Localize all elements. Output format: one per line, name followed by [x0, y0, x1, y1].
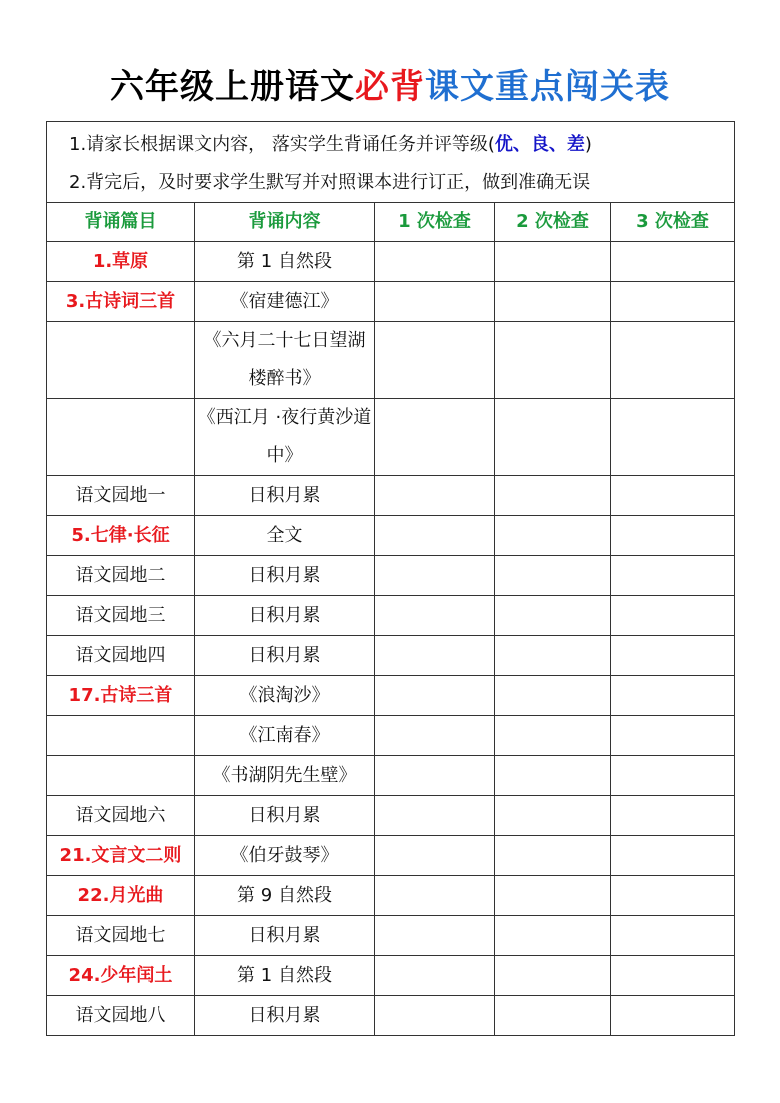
check-cell-3[interactable] [611, 676, 735, 716]
table-row [47, 636, 735, 676]
table-row [47, 916, 735, 956]
check-cell-1[interactable] [375, 282, 495, 322]
cell-content: 《江南春》 [195, 716, 375, 756]
check-cell-2[interactable] [495, 282, 611, 322]
check-cell-3[interactable] [611, 282, 735, 322]
check-cell-2[interactable] [495, 916, 611, 956]
check-cell-1[interactable] [375, 956, 495, 996]
cell-title [47, 322, 195, 399]
check-cell-3[interactable] [611, 916, 735, 956]
check-cell-1[interactable] [375, 836, 495, 876]
table-row [47, 476, 735, 516]
check-cell-2[interactable] [495, 399, 611, 476]
table-row [47, 556, 735, 596]
table-row [47, 996, 735, 1036]
check-cell-2[interactable] [495, 516, 611, 556]
check-cell-3[interactable] [611, 516, 735, 556]
cell-title: 17.古诗三首 [47, 676, 195, 716]
check-cell-1[interactable] [375, 996, 495, 1036]
cell-content: 《书湖阴先生壁》 [195, 756, 375, 796]
table-row [47, 516, 735, 556]
cell-content: 日积月累 [195, 636, 375, 676]
cell-title: 24.少年闰土 [47, 956, 195, 996]
cell-content: 第 9 自然段 [195, 876, 375, 916]
cell-title: 语文园地二 [47, 556, 195, 596]
check-cell-2[interactable] [495, 676, 611, 716]
page-title [0, 62, 780, 112]
check-cell-1[interactable] [375, 716, 495, 756]
table-row [47, 676, 735, 716]
cell-title [47, 399, 195, 476]
check-cell-3[interactable] [611, 996, 735, 1036]
check-cell-1[interactable] [375, 636, 495, 676]
check-cell-3[interactable] [611, 756, 735, 796]
instruction-line-2: 2.背完后，及时要求学生默写并对照课本进行订正，做到准确无误 [69, 172, 591, 193]
title-part-black: 六年级上册语文 [110, 67, 355, 107]
table-row [47, 716, 735, 756]
instructions-cell [47, 122, 735, 203]
cell-content: 日积月累 [195, 916, 375, 956]
check-cell-2[interactable] [495, 876, 611, 916]
check-cell-3[interactable] [611, 322, 735, 399]
table-row [47, 596, 735, 636]
table-row [47, 836, 735, 876]
cell-content: 第 1 自然段 [195, 956, 375, 996]
cell-content: 日积月累 [195, 556, 375, 596]
check-cell-2[interactable] [495, 756, 611, 796]
cell-title: 语文园地八 [47, 996, 195, 1036]
cell-title: 21.文言文二则 [47, 836, 195, 876]
cell-title [47, 716, 195, 756]
header-row [47, 203, 735, 242]
instruction-1-text: 1.请家长根据课文内容， 落实学生背诵任务并评等级( [69, 134, 495, 155]
cell-title: 语文园地六 [47, 796, 195, 836]
cell-title: 1.草原 [47, 242, 195, 282]
cell-title: 22.月光曲 [47, 876, 195, 916]
grade-options: 优、良、差 [494, 134, 585, 155]
check-cell-1[interactable] [375, 756, 495, 796]
table-row [47, 796, 735, 836]
cell-content: 《宿建德江》 [195, 282, 375, 322]
check-cell-3[interactable] [611, 556, 735, 596]
check-cell-3[interactable] [611, 242, 735, 282]
instructions-row [47, 122, 735, 203]
table-row [47, 876, 735, 916]
check-cell-2[interactable] [495, 996, 611, 1036]
header-cell-check-1: 1 次检查 [375, 203, 495, 242]
table-row [47, 242, 735, 282]
header-cell-content: 背诵内容 [195, 203, 375, 242]
table-row [47, 756, 735, 796]
check-cell-3[interactable] [611, 956, 735, 996]
check-cell-3[interactable] [611, 476, 735, 516]
check-cell-2[interactable] [495, 716, 611, 756]
check-cell-2[interactable] [495, 636, 611, 676]
check-cell-1[interactable] [375, 596, 495, 636]
check-cell-2[interactable] [495, 956, 611, 996]
check-cell-3[interactable] [611, 836, 735, 876]
check-cell-3[interactable] [611, 596, 735, 636]
check-cell-3[interactable] [611, 399, 735, 476]
check-cell-1[interactable] [375, 876, 495, 916]
check-cell-2[interactable] [495, 556, 611, 596]
cell-content: 全文 [195, 516, 375, 556]
table-row [47, 322, 735, 399]
check-cell-1[interactable] [375, 556, 495, 596]
cell-title: 语文园地一 [47, 476, 195, 516]
cell-title: 语文园地七 [47, 916, 195, 956]
header-cell-check-2: 2 次检查 [495, 203, 611, 242]
cell-content: 日积月累 [195, 596, 375, 636]
check-cell-1[interactable] [375, 796, 495, 836]
cell-content: 日积月累 [195, 796, 375, 836]
cell-content: 日积月累 [195, 476, 375, 516]
check-cell-2[interactable] [495, 322, 611, 399]
cell-title: 语文园地四 [47, 636, 195, 676]
check-cell-1[interactable] [375, 516, 495, 556]
cell-content: 日积月累 [195, 996, 375, 1036]
check-cell-2[interactable] [495, 242, 611, 282]
check-cell-1[interactable] [375, 399, 495, 476]
header-cell-title: 背诵篇目 [47, 203, 195, 242]
check-cell-3[interactable] [611, 876, 735, 916]
title-part-blue: 课文重点闯关表 [425, 67, 670, 107]
cell-content: 《浪淘沙》 [195, 676, 375, 716]
check-cell-3[interactable] [611, 636, 735, 676]
check-cell-2[interactable] [495, 476, 611, 516]
cell-title: 3.古诗词三首 [47, 282, 195, 322]
check-cell-3[interactable] [611, 716, 735, 756]
check-cell-2[interactable] [495, 596, 611, 636]
check-cell-1[interactable] [375, 242, 495, 282]
title-part-red: 必背 [355, 67, 425, 107]
cell-content: 《六月二十七日望湖楼醉书》 [195, 322, 375, 399]
table-row [47, 282, 735, 322]
cell-content: 第 1 自然段 [195, 242, 375, 282]
header-cell-check-3: 3 次检查 [611, 203, 735, 242]
check-cell-1[interactable] [375, 322, 495, 399]
cell-content: 《西江月 ·夜行黄沙道中》 [195, 399, 375, 476]
check-cell-3[interactable] [611, 796, 735, 836]
cell-content: 《伯牙鼓琴》 [195, 836, 375, 876]
check-cell-1[interactable] [375, 676, 495, 716]
recitation-table [46, 121, 735, 1036]
instruction-1-close: ) [584, 134, 592, 155]
instruction-line-1 [69, 126, 734, 164]
check-cell-1[interactable] [375, 476, 495, 516]
check-cell-2[interactable] [495, 796, 611, 836]
cell-title [47, 756, 195, 796]
table-row [47, 956, 735, 996]
check-cell-1[interactable] [375, 916, 495, 956]
cell-title: 5.七律·长征 [47, 516, 195, 556]
check-cell-2[interactable] [495, 836, 611, 876]
cell-title: 语文园地三 [47, 596, 195, 636]
table-row [47, 399, 735, 476]
